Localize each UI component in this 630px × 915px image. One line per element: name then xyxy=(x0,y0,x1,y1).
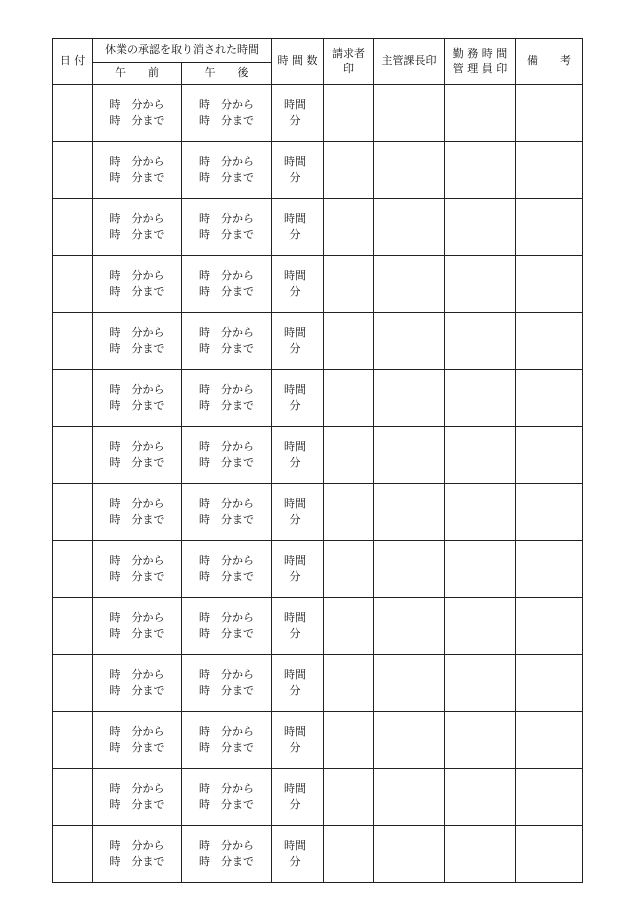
chief-seal-cell[interactable] xyxy=(374,655,445,712)
manager-seal-cell[interactable] xyxy=(445,484,516,541)
hours-label: 時間 xyxy=(284,782,306,795)
to-label: 時 分まで xyxy=(199,570,254,583)
minutes-label: 分 xyxy=(289,285,301,298)
hours-cell[interactable] xyxy=(272,826,324,883)
minutes-label: 分 xyxy=(289,741,301,754)
remarks-cell[interactable] xyxy=(516,313,583,370)
morning-cell[interactable] xyxy=(93,484,182,541)
chief-seal-cell[interactable] xyxy=(374,313,445,370)
morning-cell[interactable] xyxy=(93,142,182,199)
to-label: 時 分まで xyxy=(109,798,165,811)
table-row xyxy=(53,598,583,655)
from-label: 時 分から xyxy=(109,554,165,567)
remarks-cell[interactable] xyxy=(516,484,583,541)
manager-seal-cell[interactable] xyxy=(445,826,516,883)
remarks-cell[interactable] xyxy=(516,769,583,826)
table-row xyxy=(53,142,583,199)
hours-cell[interactable] xyxy=(272,655,324,712)
requester-seal-cell[interactable] xyxy=(324,541,374,598)
from-label: 時 分から xyxy=(109,383,165,396)
leave-cancellation-table xyxy=(52,38,583,883)
morning-cell[interactable] xyxy=(93,541,182,598)
from-label: 時 分から xyxy=(109,326,165,339)
header-row-1 xyxy=(53,39,583,63)
date-cell[interactable] xyxy=(53,712,93,769)
date-cell[interactable] xyxy=(53,598,93,655)
chief-seal-cell[interactable] xyxy=(374,85,445,142)
chief-seal-cell[interactable] xyxy=(374,484,445,541)
table-row xyxy=(53,655,583,712)
from-label: 時 分から xyxy=(199,383,254,396)
from-label: 時 分から xyxy=(199,839,254,852)
hours-cell[interactable] xyxy=(272,199,324,256)
chief-seal-cell[interactable] xyxy=(374,712,445,769)
date-cell[interactable] xyxy=(53,541,93,598)
manager-seal-cell[interactable] xyxy=(445,370,516,427)
morning-cell[interactable] xyxy=(93,655,182,712)
to-label: 時 分まで xyxy=(109,741,165,754)
minutes-label: 分 xyxy=(289,171,301,184)
afternoon-cell[interactable] xyxy=(182,769,272,826)
table-row xyxy=(53,484,583,541)
to-label: 時 分まで xyxy=(109,171,165,184)
to-label: 時 分まで xyxy=(199,114,254,127)
from-label: 時 分から xyxy=(199,155,254,168)
remarks-cell[interactable] xyxy=(516,598,583,655)
to-label: 時 分まで xyxy=(199,456,254,469)
to-label: 時 分まで xyxy=(199,342,254,355)
afternoon-cell[interactable] xyxy=(182,826,272,883)
hours-label: 時間 xyxy=(284,269,306,282)
from-label: 時 分から xyxy=(109,782,165,795)
manager-line-2: 管 理 員 印 xyxy=(452,61,508,75)
from-label: 時 分から xyxy=(199,782,254,795)
minutes-label: 分 xyxy=(289,114,301,127)
morning-cell[interactable] xyxy=(93,256,182,313)
from-label: 時 分から xyxy=(109,668,165,681)
afternoon-cell[interactable] xyxy=(182,712,272,769)
cancelled-time-header: 休業の承認を取り消された時間 xyxy=(93,39,272,63)
morning-cell[interactable] xyxy=(93,370,182,427)
to-label: 時 分まで xyxy=(109,285,165,298)
afternoon-cell[interactable] xyxy=(182,85,272,142)
morning-cell[interactable] xyxy=(93,712,182,769)
requester-seal-cell[interactable] xyxy=(324,769,374,826)
afternoon-cell[interactable] xyxy=(182,142,272,199)
hours-cell[interactable] xyxy=(272,427,324,484)
remarks-header: 備 考 xyxy=(516,39,583,85)
manager-seal-cell[interactable] xyxy=(445,427,516,484)
requester-seal-cell[interactable] xyxy=(324,427,374,484)
to-label: 時 分まで xyxy=(109,456,165,469)
to-label: 時 分まで xyxy=(199,228,254,241)
from-label: 時 分から xyxy=(199,326,254,339)
minutes-label: 分 xyxy=(289,855,301,868)
chief-seal-cell[interactable] xyxy=(374,427,445,484)
date-cell[interactable] xyxy=(53,427,93,484)
date-cell[interactable] xyxy=(53,85,93,142)
from-label: 時 分から xyxy=(109,497,165,510)
remarks-cell[interactable] xyxy=(516,256,583,313)
date-cell[interactable] xyxy=(53,484,93,541)
remarks-cell[interactable] xyxy=(516,655,583,712)
date-cell[interactable] xyxy=(53,826,93,883)
hours-cell[interactable] xyxy=(272,256,324,313)
date-cell[interactable] xyxy=(53,256,93,313)
table-row xyxy=(53,256,583,313)
requester-seal-cell[interactable] xyxy=(324,256,374,313)
hours-label: 時間 xyxy=(284,554,306,567)
manager-seal-cell[interactable] xyxy=(445,712,516,769)
afternoon-cell[interactable] xyxy=(182,598,272,655)
requester-seal-cell[interactable] xyxy=(324,85,374,142)
date-cell[interactable] xyxy=(53,769,93,826)
table-row xyxy=(53,370,583,427)
to-label: 時 分まで xyxy=(109,627,165,640)
afternoon-cell[interactable] xyxy=(182,484,272,541)
morning-cell[interactable] xyxy=(93,826,182,883)
table-row xyxy=(53,313,583,370)
hours-label: 時間 xyxy=(284,440,306,453)
from-label: 時 分から xyxy=(199,98,254,111)
table-row xyxy=(53,541,583,598)
hours-cell[interactable] xyxy=(272,370,324,427)
from-label: 時 分から xyxy=(199,668,254,681)
minutes-label: 分 xyxy=(289,627,301,640)
minutes-label: 分 xyxy=(289,513,301,526)
hours-cell[interactable] xyxy=(272,769,324,826)
requester-seal-cell[interactable] xyxy=(324,199,374,256)
hours-cell[interactable] xyxy=(272,712,324,769)
to-label: 時 分まで xyxy=(199,855,254,868)
date-cell[interactable] xyxy=(53,199,93,256)
manager-seal-cell[interactable] xyxy=(445,313,516,370)
hours-label: 時間 xyxy=(284,725,306,738)
chief-seal-cell[interactable] xyxy=(374,142,445,199)
from-label: 時 分から xyxy=(109,611,165,624)
from-label: 時 分から xyxy=(109,269,165,282)
table-row xyxy=(53,826,583,883)
chief-seal-cell[interactable] xyxy=(374,598,445,655)
from-label: 時 分から xyxy=(109,839,165,852)
remarks-cell[interactable] xyxy=(516,199,583,256)
minutes-label: 分 xyxy=(289,798,301,811)
to-label: 時 分まで xyxy=(199,627,254,640)
from-label: 時 分から xyxy=(199,212,254,225)
requester-seal-cell[interactable] xyxy=(324,142,374,199)
table-row xyxy=(53,769,583,826)
hours-label: 時間 xyxy=(284,839,306,852)
morning-cell[interactable] xyxy=(93,769,182,826)
requester-seal-header xyxy=(324,39,374,85)
morning-cell[interactable] xyxy=(93,598,182,655)
to-label: 時 分まで xyxy=(109,114,165,127)
afternoon-cell[interactable] xyxy=(182,427,272,484)
to-label: 時 分まで xyxy=(109,855,165,868)
minutes-label: 分 xyxy=(289,399,301,412)
morning-cell[interactable] xyxy=(93,199,182,256)
hours-cell[interactable] xyxy=(272,598,324,655)
remarks-cell[interactable] xyxy=(516,541,583,598)
remarks-cell[interactable] xyxy=(516,826,583,883)
afternoon-cell[interactable] xyxy=(182,541,272,598)
manager-seal-cell[interactable] xyxy=(445,256,516,313)
manager-seal-cell[interactable] xyxy=(445,199,516,256)
requester-seal-cell[interactable] xyxy=(324,598,374,655)
from-label: 時 分から xyxy=(109,725,165,738)
chief-seal-cell[interactable] xyxy=(374,826,445,883)
requester-line-2: 印 xyxy=(343,61,354,75)
from-label: 時 分から xyxy=(199,611,254,624)
requester-line-1: 請求者 xyxy=(332,47,365,61)
morning-cell[interactable] xyxy=(93,85,182,142)
to-label: 時 分まで xyxy=(109,342,165,355)
minutes-label: 分 xyxy=(289,228,301,241)
remarks-cell[interactable] xyxy=(516,142,583,199)
afternoon-cell[interactable] xyxy=(182,199,272,256)
date-cell[interactable] xyxy=(53,313,93,370)
chief-seal-cell[interactable] xyxy=(374,541,445,598)
requester-seal-cell[interactable] xyxy=(324,484,374,541)
from-label: 時 分から xyxy=(109,155,165,168)
date-cell[interactable] xyxy=(53,142,93,199)
from-label: 時 分から xyxy=(109,98,165,111)
afternoon-cell[interactable] xyxy=(182,256,272,313)
from-label: 時 分から xyxy=(199,269,254,282)
to-label: 時 分まで xyxy=(199,684,254,697)
manager-seal-cell[interactable] xyxy=(445,655,516,712)
chief-seal-cell[interactable] xyxy=(374,370,445,427)
to-label: 時 分まで xyxy=(199,399,254,412)
requester-seal-cell[interactable] xyxy=(324,370,374,427)
to-label: 時 分まで xyxy=(199,513,254,526)
to-label: 時 分まで xyxy=(109,570,165,583)
from-label: 時 分から xyxy=(109,440,165,453)
minutes-label: 分 xyxy=(289,684,301,697)
manager-seal-cell[interactable] xyxy=(445,598,516,655)
to-label: 時 分まで xyxy=(109,399,165,412)
manager-seal-header xyxy=(445,39,516,85)
table-row xyxy=(53,85,583,142)
hours-cell[interactable] xyxy=(272,313,324,370)
hours-header: 時 間 数 xyxy=(272,39,324,85)
hours-label: 時間 xyxy=(284,383,306,396)
minutes-label: 分 xyxy=(289,456,301,469)
requester-seal-cell[interactable] xyxy=(324,712,374,769)
date-header: 日 付 xyxy=(53,39,93,85)
morning-cell[interactable] xyxy=(93,313,182,370)
hours-label: 時間 xyxy=(284,668,306,681)
requester-seal-cell[interactable] xyxy=(324,655,374,712)
chief-seal-cell[interactable] xyxy=(374,769,445,826)
minutes-label: 分 xyxy=(289,570,301,583)
manager-seal-cell[interactable] xyxy=(445,85,516,142)
to-label: 時 分まで xyxy=(109,684,165,697)
manager-seal-cell[interactable] xyxy=(445,769,516,826)
chief-seal-cell[interactable] xyxy=(374,199,445,256)
minutes-label: 分 xyxy=(289,342,301,355)
hours-cell[interactable] xyxy=(272,142,324,199)
hours-label: 時間 xyxy=(284,155,306,168)
morning-header: 午 前 xyxy=(93,63,182,85)
from-label: 時 分から xyxy=(109,212,165,225)
from-label: 時 分から xyxy=(199,497,254,510)
to-label: 時 分まで xyxy=(199,741,254,754)
hours-label: 時間 xyxy=(284,98,306,111)
chief-seal-cell[interactable] xyxy=(374,256,445,313)
remarks-cell[interactable] xyxy=(516,85,583,142)
to-label: 時 分まで xyxy=(109,513,165,526)
remarks-cell[interactable] xyxy=(516,370,583,427)
to-label: 時 分まで xyxy=(199,285,254,298)
from-label: 時 分から xyxy=(199,440,254,453)
from-label: 時 分から xyxy=(199,554,254,567)
date-cell[interactable] xyxy=(53,370,93,427)
requester-seal-cell[interactable] xyxy=(324,313,374,370)
hours-cell[interactable] xyxy=(272,85,324,142)
hours-label: 時間 xyxy=(284,212,306,225)
remarks-cell[interactable] xyxy=(516,427,583,484)
to-label: 時 分まで xyxy=(109,228,165,241)
chief-seal-header: 主管課長印 xyxy=(374,39,445,85)
afternoon-cell[interactable] xyxy=(182,370,272,427)
afternoon-cell[interactable] xyxy=(182,655,272,712)
requester-seal-cell[interactable] xyxy=(324,826,374,883)
hours-cell[interactable] xyxy=(272,541,324,598)
from-label: 時 分から xyxy=(199,725,254,738)
table-row xyxy=(53,712,583,769)
hours-cell[interactable] xyxy=(272,484,324,541)
hours-label: 時間 xyxy=(284,326,306,339)
manager-seal-cell[interactable] xyxy=(445,541,516,598)
manager-seal-cell[interactable] xyxy=(445,142,516,199)
table-row xyxy=(53,199,583,256)
to-label: 時 分まで xyxy=(199,798,254,811)
to-label: 時 分まで xyxy=(199,171,254,184)
morning-cell[interactable] xyxy=(93,427,182,484)
hours-label: 時間 xyxy=(284,497,306,510)
date-cell[interactable] xyxy=(53,655,93,712)
manager-line-1: 勤 務 時 間 xyxy=(452,47,508,61)
afternoon-header: 午 後 xyxy=(182,63,272,85)
table-row xyxy=(53,427,583,484)
hours-label: 時間 xyxy=(284,611,306,624)
afternoon-cell[interactable] xyxy=(182,313,272,370)
remarks-cell[interactable] xyxy=(516,712,583,769)
